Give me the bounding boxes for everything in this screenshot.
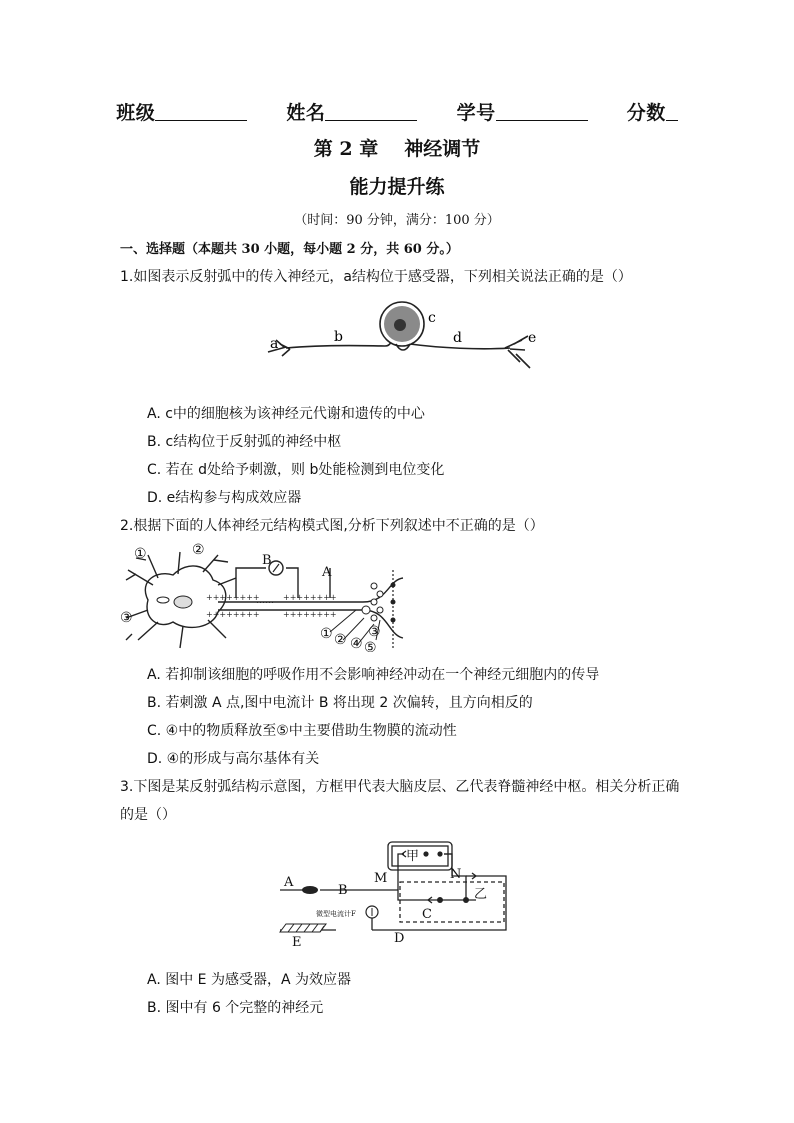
student-info-line	[0, 98, 794, 125]
q2-option-d[interactable]: D. ④的形成与高尔基体有关	[147, 751, 320, 767]
label-c: c	[428, 310, 436, 326]
q2-label-3b: ③	[368, 624, 381, 640]
q1-option-b[interactable]: B. c结构位于反射弧的神经中枢	[147, 434, 342, 450]
q2-label-1b: ①	[320, 626, 333, 642]
score-blank[interactable]	[666, 102, 678, 121]
q1-option-d[interactable]: D. e结构参与构成效应器	[147, 490, 302, 506]
q3-label-D: D	[394, 931, 405, 946]
q3-option-a[interactable]: A. 图中 E 为感受器，A 为效应器	[147, 972, 352, 988]
q2-label-1: ①	[134, 546, 147, 562]
q2-label-4: ④	[350, 636, 363, 652]
name-label: 姓名	[286, 102, 326, 124]
svg-text:++++++++: ++++++++	[206, 610, 260, 619]
class-field[interactable]	[116, 98, 247, 125]
q3-reflex-arc-figure	[276, 838, 516, 948]
question-2-stem: 2.根据下面的人体神经元结构模式图,分析下列叙述中不正确的是（）	[120, 518, 544, 534]
q2-label-A: A	[322, 565, 332, 580]
time-note: （时间：90 分钟，满分：100 分）	[294, 213, 500, 228]
q1-option-c[interactable]: C. 若在 d处给予刺激，则 b处能检测到电位变化	[147, 462, 445, 478]
chapter-title	[0, 134, 794, 161]
q2-option-c[interactable]: C. ④中的物质释放至⑤中主要借助生物膜的流动性	[147, 723, 457, 739]
q2-label-2b: ②	[334, 632, 347, 648]
question-3-stem-line2: 的是（）	[120, 807, 176, 823]
q3-label-B: B	[338, 883, 348, 898]
label-b: b	[334, 329, 343, 345]
q2-label-B: B	[262, 553, 272, 568]
chapter-topic: 神经调节	[404, 138, 481, 160]
q3-label-A: A	[284, 875, 294, 890]
svg-text:++++++++: ++++++++	[283, 593, 337, 602]
question-1-stem: 1.如图表示反射弧中的传入神经元，a结构位于感受器，下列相关说法正确的是（）	[120, 269, 632, 285]
q1-neuron-figure	[250, 292, 550, 384]
svg-text:++++++++: ++++++++	[283, 610, 337, 619]
q3-label-N: N	[450, 867, 462, 882]
section-title: 一、选择题（本题共 30 小题，每小题 2 分，共 60 分。）	[120, 242, 459, 257]
question-3-stem-line1: 3.下图是某反射弧结构示意图，方框甲代表大脑皮层、乙代表脊髓神经中枢。相关分析正确	[120, 779, 680, 795]
svg-text:……: ……	[256, 596, 274, 606]
name-field[interactable]	[286, 98, 417, 125]
q2-option-a[interactable]: A. 若抑制该细胞的呼吸作用不会影响神经冲动在一个神经元细胞内的传导	[147, 667, 600, 683]
chapter-number: 第 2 章	[313, 138, 379, 160]
label-e: e	[528, 330, 537, 346]
name-blank[interactable]	[325, 102, 417, 121]
id-blank[interactable]	[496, 102, 588, 121]
svg-text:++++++++: ++++++++	[206, 593, 260, 602]
q2-label-2: ②	[192, 542, 205, 558]
page-subtitle: 能力提升练	[349, 176, 445, 198]
class-blank[interactable]	[155, 102, 247, 121]
score-field[interactable]	[627, 98, 678, 125]
q2-label-3: ③	[120, 610, 133, 626]
q3-label-yi: 乙	[474, 887, 488, 902]
id-label: 学号	[456, 102, 496, 124]
q3-label-M: M	[374, 871, 388, 886]
q3-label-F: 微型电流计F	[316, 910, 356, 918]
q1-option-a[interactable]: A. c中的细胞核为该神经元代谢和遗传的中心	[147, 406, 425, 422]
class-label: 班级	[116, 102, 156, 124]
q2-option-b[interactable]: B. 若刺激 A 点,图中电流计 B 将出现 2 次偏转，且方向相反的	[147, 695, 533, 711]
id-field[interactable]	[457, 98, 588, 125]
label-d: d	[453, 330, 462, 346]
label-a: a	[270, 336, 279, 352]
score-label: 分数	[626, 102, 666, 124]
q2-label-5: ⑤	[364, 640, 377, 652]
q2-neuron-figure	[118, 540, 408, 652]
q3-label-jia: 甲	[406, 849, 420, 864]
q3-label-C: C	[422, 907, 432, 922]
q3-label-E: E	[292, 935, 302, 948]
q3-option-b[interactable]: B. 图中有 6 个完整的神经元	[147, 1000, 324, 1016]
